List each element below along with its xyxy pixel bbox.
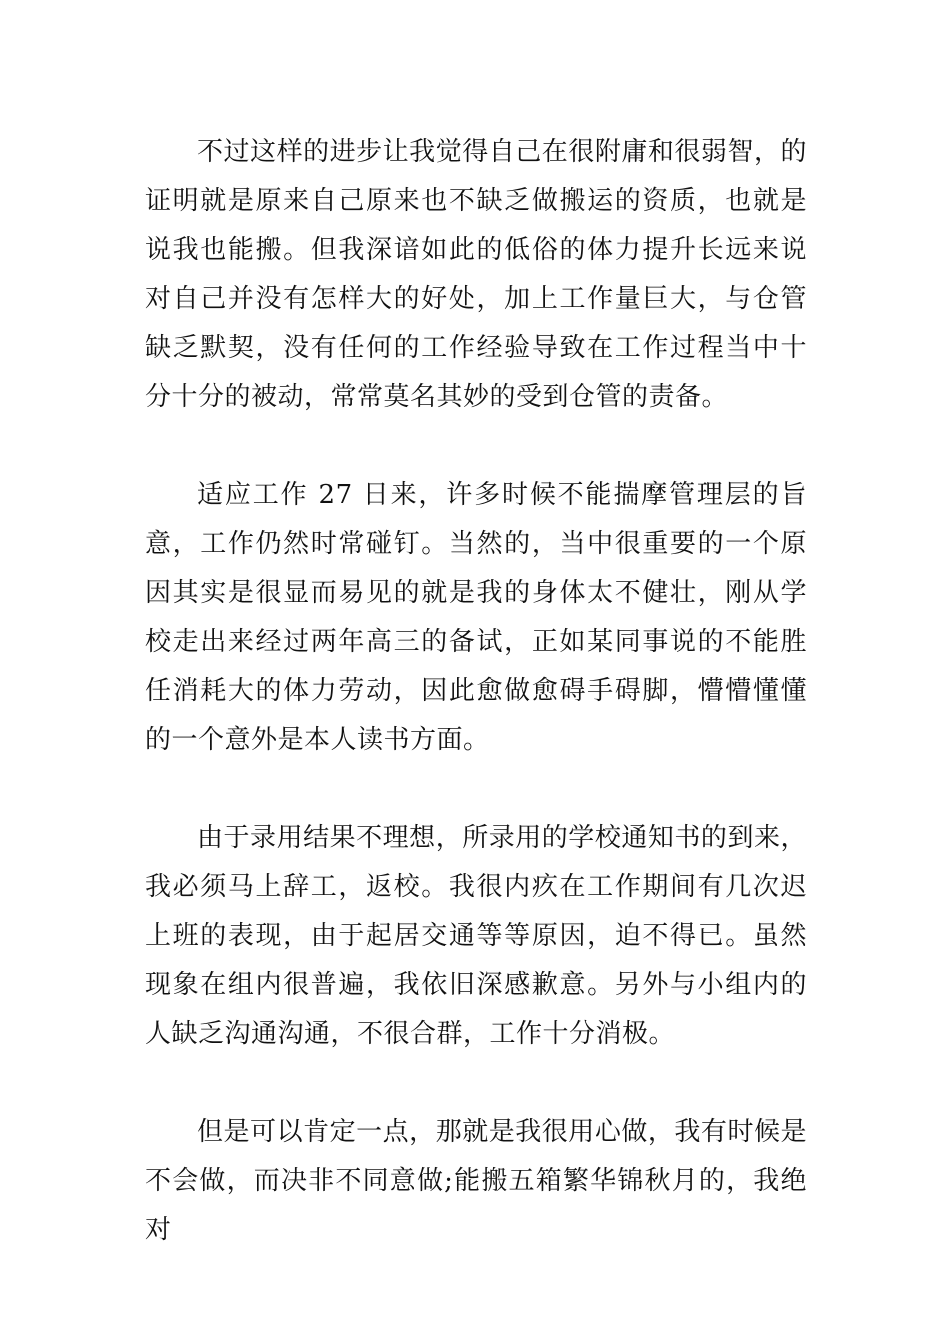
document-body bbox=[145, 128, 807, 1255]
paragraph-2: 适应工作 27 日来，许多时候不能揣摩管理层的旨意，工作仍然时常碰钉。当然的，当中很重要的一个原因其实是很显而易见的就是我的身体太不健壮，刚从学校走出来经过两年高三的备试，正如某同事说的不能胜任消耗大的体力劳动，因此愈做愈碍手碍脚，懵懵懂懂的一个意外是本人读书方面。 bbox=[145, 480, 807, 755]
paragraph-3: 由于录用结果不理想，所录用的学校通知书的到来，我必须马上辞工，返校。我很内疚在工作期间有几次迟上班的表现，由于起居交通等等原因，迫不得已。虽然现象在组内很普遍，我依旧深感歉意。另外与小组内的人缺乏沟通沟通，不很合群，工作十分消极。 bbox=[145, 823, 807, 1049]
paragraph-1: 不过这样的进步让我觉得自己在很附庸和很弱智，的证明就是原来自己原来也不缺乏做搬运的资质，也就是说我也能搬。但我深谙如此的低俗的体力提升长远来说对自己并没有怎样大的好处，加上工作量巨大，与仓管缺乏默契，没有任何的工作经验导致在工作过程当中十分十分的被动，常常莫名其妙的受到仓管的责备。 bbox=[145, 137, 807, 412]
paragraph-4: 但是可以肯定一点，那就是我很用心做，我有时候是不会做，而决非不同意做;能搬五箱繁华锦秋月的，我绝对 bbox=[145, 1117, 807, 1245]
